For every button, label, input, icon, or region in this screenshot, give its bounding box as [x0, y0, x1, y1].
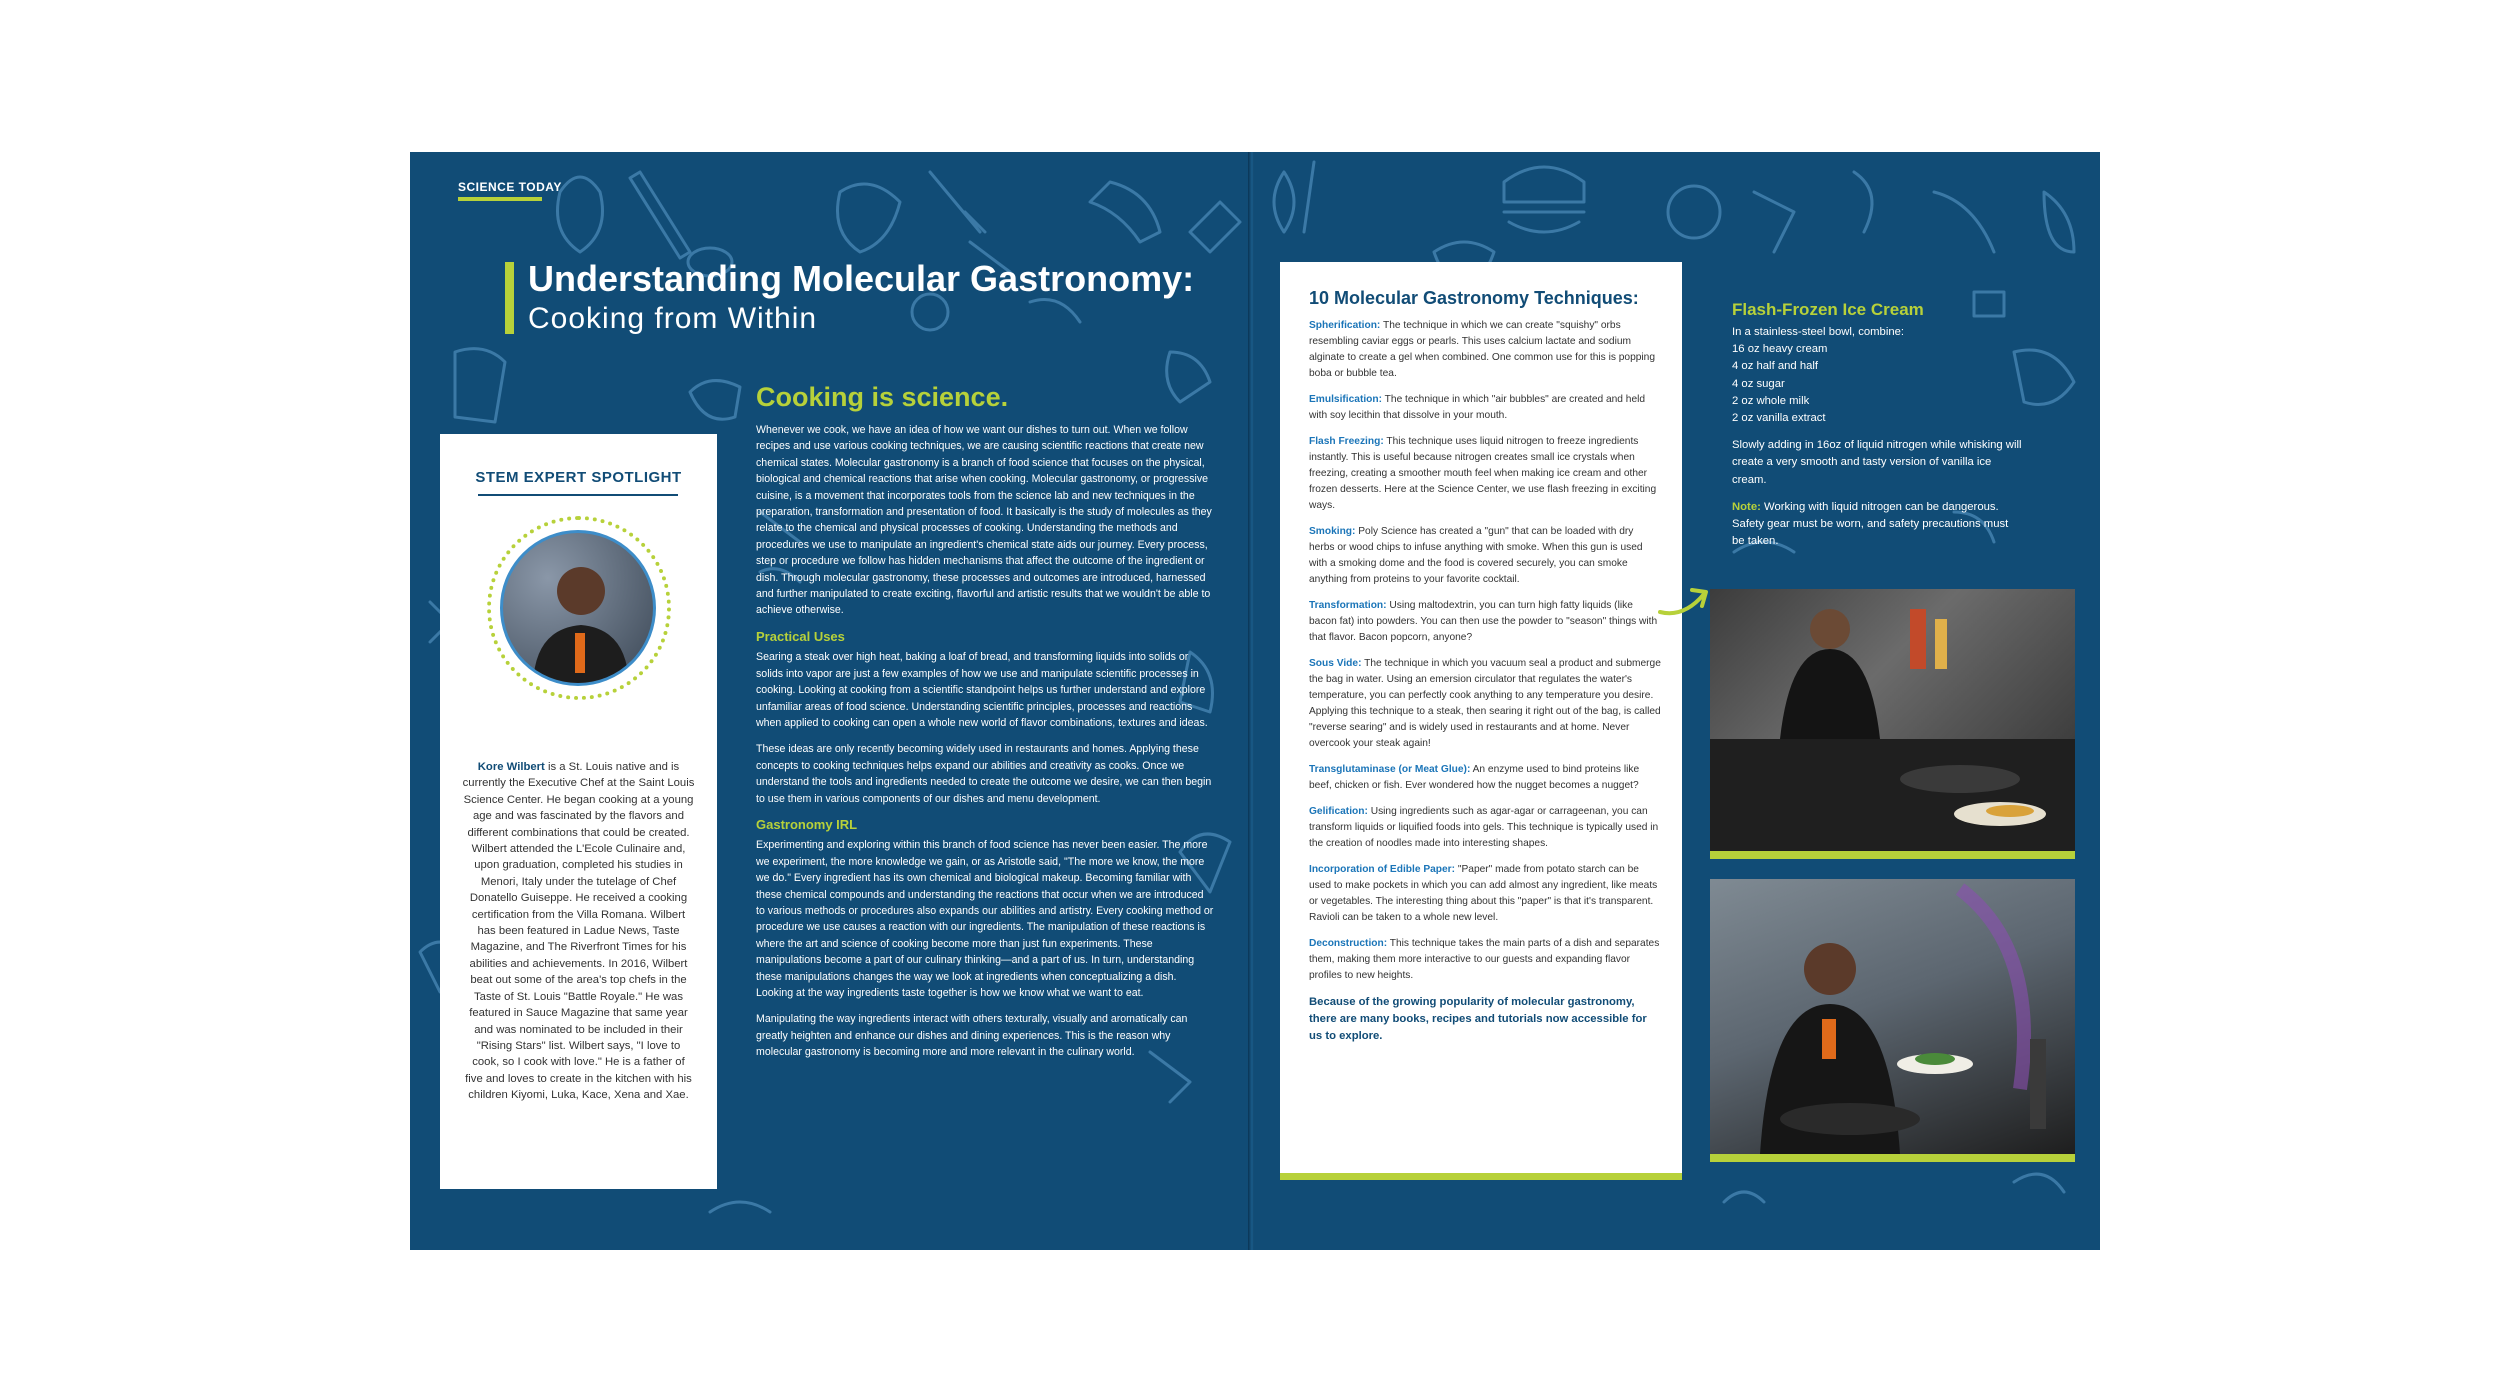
- chef-portrait: [500, 530, 656, 686]
- technique-name: Incorporation of Edible Paper:: [1309, 864, 1456, 875]
- technique-name: Emulsification:: [1309, 394, 1383, 405]
- spotlight-bio-text: is a St. Louis native and is currently the Executive Chef at the Saint Louis Science Center. He began cooking at a young age and was fascinated by the flavors and different combinations that could be created. Wilbert attended the L'Ecole Culinaire and, upon graduation, completed his studies in Menori, Italy under the tutelage of Chef Donatello Guiseppe. He received a cooking certification from the Villa Romana. Wilbert has been featured in Ladue News, Taste Magazine, and The Riverfront Times for his abilities and achievements. In 2016, Wilbert beat out some of the area's top chefs in the Taste of St. Louis "Battle Royale." He was featured in Sauce Magazine that same year and was nominated to be included in their "Rising Stars" list. Wilbert says, "I love to cook, so I cook with love." He is a father of five and loves to create in the kitchen with his children Kiyomi, Luka, Kace, Xena and Xae.: [462, 761, 695, 1102]
- technique-item: [1309, 524, 1661, 588]
- section-tag: SCIENCE TODAY: [458, 180, 562, 194]
- technique-description: Poly Science has created a "gun" that can be loaded with dry herbs or wood chips to infuse anything with smoke. When this gun is used with a smoking dome and the food is covered securely, you can smoke anything from proteins to your favorite cocktail.: [1309, 526, 1643, 585]
- practical-uses-heading: Practical Uses: [756, 628, 845, 644]
- irl-paragraph-1: Experimenting and exploring within this branch of food science has never been easier. The more we experiment, the more knowledge we gain, or as Aristotle said, "The more we know, the more we do." Every ingredient has its own chemical and biological makeup. Becoming familiar with these chemical compounds and understanding the reactions that occur when we are introduced to various methods or procedures also expands our abilities and artistry. Every cooking method or procedure we use causes a reaction with our ingredients. The manipulation of these reactions is where the art and science of cooking become more than just fun experiments. These manipulations become a part of our culinary thinking—and a part of us. In turn, understanding these manipulations changes the way we look at ingredients when conceptualizing a dish. Looking at the way ingredients taste together is how we know what we want to eat.: [756, 839, 1214, 999]
- ingredient-item: 16 oz heavy cream: [1732, 343, 1828, 356]
- technique-description: Using maltodextrin, you can turn high fatty liquids (like bacon fat) into powders. You can then use the powder to "season" things with that flavor. Bacon popcorn, anyone?: [1309, 600, 1658, 643]
- technique-description: This technique uses liquid nitrogen to freeze ingredients instantly. This is useful because nitrogen creates small ice crystals when freezing, creating a smoother mouth feel when making ice cream and other frozen desserts. Here at the Science Center, we use flash freezing in exciting ways.: [1309, 436, 1657, 511]
- technique-name: Flash Freezing:: [1309, 436, 1384, 447]
- technique-name: Transglutaminase (or Meat Glue):: [1309, 764, 1471, 775]
- irl-paragraph-2: Manipulating the way ingredients interact with others texturally, visually and aromatically can greatly heighten and enhance our dishes and dining experiences. This is the reason why molecular gastronomy is becoming more and more relevant in the culinary world.: [756, 1013, 1188, 1059]
- ingredient-item: 2 oz vanilla extract: [1732, 412, 1826, 425]
- spotlight-bio: [462, 759, 695, 1104]
- cooking-scene: [1710, 589, 2075, 851]
- technique-description: This technique takes the main parts of a dish and separates them, making them more interactive to our guests and expanding flavor profiles to new heights.: [1309, 938, 1660, 981]
- intro-paragraph: Whenever we cook, we have an idea of how we want our dishes to turn out. When we follow recipes and use various cooking techniques, we are causing scientific reactions that create new chemical states. Molecular gastronomy is a branch of food science that focuses on the physical, biological and chemical reactions that arise when cooking. Molecular gastronomy, or progressive cuisine, is a movement that incorporates tools from the science lab and new techniques in the preparation, transformation and presentation of food. It basically is the study of molecules as they relate to the chemical and physical processes of cooking. Understanding the methods and procedures we use to manipulate an ingredient's chemical state aids our journey. Every process, step or procedure we follow has hidden mechanisms that affect the outcome of the ingredient or dish. Through molecular gastronomy, these processes and outcomes are introduced, harnessed and further manipulated to create exciting, flavorful and artistic results that we wouldn't be able to achieve otherwise.: [756, 424, 1212, 617]
- techniques-list: [1309, 318, 1661, 1045]
- practical-paragraph-2: These ideas are only recently becoming widely used in restaurants and homes. Applying these concepts to cooking techniques helps expand our abilities and creativity as cooks. Once we understand the tools and ingredients needed to create the outcome we desire, we can then begin to use them in various components of our dishes and menu development.: [756, 743, 1212, 805]
- gastronomy-irl-heading: Gastronomy IRL: [756, 816, 858, 832]
- note-label: Note:: [1732, 500, 1761, 513]
- techniques-title: 10 Molecular Gastronomy Techniques:: [1309, 288, 1639, 308]
- title-accent-bar: [505, 262, 514, 334]
- technique-item: [1309, 392, 1661, 424]
- plating-scene: [1710, 879, 2075, 1154]
- technique-item: [1309, 936, 1661, 984]
- recipe-method: Slowly adding in 16oz of liquid nitrogen while whisking will create a very smooth and tasty version of vanilla ice cream.: [1732, 439, 2022, 486]
- ingredient-item: 4 oz sugar: [1732, 377, 1785, 390]
- curved-arrow-icon: [1656, 582, 1716, 622]
- technique-item: [1309, 804, 1661, 852]
- ingredient-item: 2 oz whole milk: [1732, 394, 1810, 407]
- recipe-heading: Flash-Frozen Ice Cream: [1732, 300, 1924, 319]
- technique-name: Sous Vide:: [1309, 658, 1362, 669]
- chef-silhouette: [503, 533, 656, 686]
- article-title: Understanding Molecular Gastronomy:: [528, 258, 1195, 299]
- chef-cooking-photo: [1710, 589, 2075, 859]
- spotlight-heading: STEM EXPERT SPOTLIGHT: [475, 469, 682, 486]
- right-page: [1254, 152, 2100, 1250]
- technique-name: Smoking:: [1309, 526, 1356, 537]
- techniques-closing: Because of the growing popularity of molecular gastronomy, there are many books, recipes and tutorials now accessible for us to explore.: [1309, 996, 1647, 1042]
- technique-item: [1309, 318, 1661, 382]
- technique-name: Spherification:: [1309, 320, 1381, 331]
- lead-heading: Cooking is science.: [756, 382, 1009, 412]
- article-body: [756, 422, 1214, 1071]
- technique-name: Gelification:: [1309, 806, 1368, 817]
- technique-description: "Paper" made from potato starch can be used to make pockets in which you can add almost any ingredient, like meats or vegetables. The interesting thing about this "paper" is that it's transparent. Ravioli can be taken to a whole new level.: [1309, 864, 1658, 923]
- recipe-body: [1732, 324, 2022, 560]
- ingredient-item: 4 oz half and half: [1732, 360, 1819, 373]
- recipe-intro: In a stainless-steel bowl, combine:: [1732, 326, 1905, 338]
- technique-description: The technique in which we can create "squishy" orbs resembling caviar eggs or pearls. This uses calcium lactate and sodium alginate to create a gel when combined. One common use for this is popping boba or bubble tea.: [1309, 320, 1656, 379]
- note-text: Working with liquid nitrogen can be dangerous. Safety gear must be worn, and safety precautions must be taken.: [1732, 500, 2009, 548]
- technique-description: The technique in which "air bubbles" are created and held with soy lecithin that dissolve in your mouth.: [1309, 394, 1646, 421]
- technique-item: [1309, 862, 1661, 926]
- recipe-note: [1732, 499, 2022, 551]
- spotlight-name: Kore Wilbert: [477, 761, 545, 773]
- technique-name: Transformation:: [1309, 600, 1387, 611]
- left-page: [410, 152, 1250, 1250]
- article-subtitle: Cooking from Within: [528, 302, 818, 335]
- practical-paragraph-1: Searing a steak over high heat, baking a loaf of bread, and transforming liquids into solids or solids into vapor are just a few examples of how we use and manipulate scientific processes in cooking. Looking at cooking from a scientific standpoint helps us further understand and explore unfamiliar areas of food science. Understanding scientific principles, processes and reactions when applied to cooking can open a whole new world of flavor combinations, textures and ideas.: [756, 651, 1208, 729]
- technique-item: [1309, 656, 1661, 752]
- spotlight-divider: [478, 494, 678, 496]
- chef-plating-photo: [1710, 879, 2075, 1162]
- expert-spotlight-card: [440, 434, 717, 1189]
- technique-item: [1309, 762, 1661, 794]
- techniques-card: [1280, 262, 1682, 1180]
- technique-description: Using ingredients such as agar-agar or carrageenan, you can transform liquids or liquified foods into gels. This technique is typically used in the creation of noodles made into interesting shapes.: [1309, 806, 1659, 849]
- technique-item: [1309, 434, 1661, 514]
- technique-description: An enzyme used to bind proteins like beef, chicken or fish. Ever wondered how the nugget becomes a nugget?: [1309, 764, 1640, 791]
- technique-description: The technique in which you vacuum seal a product and submerge the bag in water. Using an emersion circulator that regulates the water's temperature, you can perfectly cook anything to any temperature you desire. Applying this technique to a steak, then searing it right out of the bag, is called "reverse searing" and is widely used in restaurants and at home. Never overcook your steak again!: [1309, 658, 1661, 749]
- section-tag-underline: [458, 197, 542, 201]
- technique-item: [1309, 598, 1661, 646]
- technique-name: Deconstruction:: [1309, 938, 1388, 949]
